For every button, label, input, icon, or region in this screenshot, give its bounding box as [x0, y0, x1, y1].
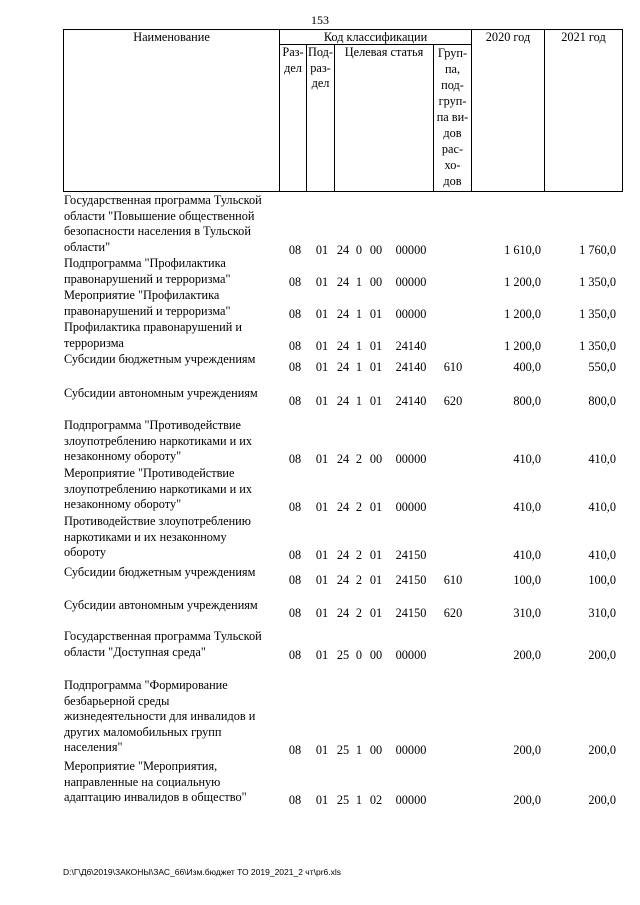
row-name — [64, 288, 276, 319]
cs-program: 24 — [336, 500, 350, 514]
razdel: 08 — [288, 793, 302, 807]
podrazdel: 01 — [315, 500, 329, 514]
header-border-year1 — [544, 29, 545, 192]
cs-subprogram: 1 — [355, 743, 363, 757]
header-group-line: па, — [444, 62, 461, 76]
row-name — [64, 256, 276, 287]
cs-program: 24 — [336, 360, 350, 374]
row-name-line: Мероприятие "Мероприятия, — [64, 759, 218, 773]
cs-event: 01 — [369, 338, 383, 353]
header-border-left — [63, 29, 64, 192]
value-2021: 1 350,0 — [579, 306, 616, 321]
cs-program: 25 — [336, 793, 350, 807]
row-name-line: населения" — [64, 740, 123, 754]
razdel: 08 — [288, 394, 302, 408]
cs-direction: 00000 — [395, 306, 427, 321]
cs-subprogram: 0 — [355, 647, 363, 662]
cs-event: 02 — [369, 793, 383, 807]
row-name-line: Противодействие злоупотреблению — [64, 514, 251, 528]
value-2020: 1 200,0 — [504, 306, 541, 321]
value-2021: 200,0 — [588, 793, 616, 807]
row-name-line: адаптацию инвалидов в общество" — [64, 790, 247, 804]
header-group-line: рас- — [441, 142, 464, 156]
cs-direction: 00000 — [395, 274, 427, 289]
row-name-line: незаконному обороту" — [64, 449, 182, 463]
row-name — [64, 352, 276, 368]
row-name — [64, 565, 276, 581]
value-2020: 800,0 — [513, 394, 541, 408]
value-2021: 100,0 — [588, 573, 616, 587]
row-name — [64, 320, 276, 351]
cs-event: 01 — [369, 606, 383, 620]
value-2021: 1 350,0 — [579, 274, 616, 289]
row-name-line: терроризма — [64, 335, 124, 350]
podrazdel: 01 — [315, 338, 329, 353]
podrazdel: 01 — [315, 573, 329, 587]
podrazdel: 01 — [315, 452, 329, 466]
cs-program: 24 — [336, 452, 350, 466]
cs-subprogram: 1 — [355, 306, 363, 321]
cs-subprogram: 1 — [355, 394, 363, 408]
row-name — [64, 386, 276, 402]
row-name-line: Субсидии бюджетным учреждениям — [64, 565, 256, 579]
header-subsection — [307, 45, 334, 92]
expense-group: 620 — [443, 394, 463, 408]
cs-direction: 24140 — [395, 360, 427, 374]
podrazdel: 01 — [315, 606, 329, 620]
row-name-line: правонарушений и терроризма" — [64, 271, 231, 286]
cs-program: 24 — [336, 606, 350, 620]
value-2021: 410,0 — [588, 548, 616, 562]
cs-program: 25 — [336, 647, 350, 662]
value-2021: 1 350,0 — [579, 338, 616, 353]
header-group-line: под- — [441, 78, 464, 92]
value-2020: 200,0 — [513, 743, 541, 757]
podrazdel: 01 — [315, 647, 329, 662]
row-name-line: Подпрограмма "Формирование — [64, 678, 228, 692]
row-name — [64, 759, 276, 806]
row-name-line: Государственная программа Тульской — [64, 193, 262, 207]
cs-program: 24 — [336, 573, 350, 587]
value-2021: 1 760,0 — [579, 242, 616, 257]
row-name-line: других маломобильных групп — [64, 724, 222, 739]
razdel: 08 — [288, 242, 302, 257]
value-2021: 310,0 — [588, 606, 616, 620]
value-2020: 100,0 — [513, 573, 541, 587]
cs-direction: 00000 — [395, 647, 427, 662]
value-2021: 410,0 — [588, 500, 616, 514]
razdel: 08 — [288, 306, 302, 321]
row-name-line: Подпрограмма "Профилактика — [64, 256, 226, 270]
value-2020: 1 200,0 — [504, 274, 541, 289]
row-name — [64, 514, 276, 561]
value-2021: 410,0 — [588, 452, 616, 466]
header-group-line: Груп- — [437, 46, 468, 60]
page-number: 153 — [311, 13, 329, 27]
cs-subprogram: 2 — [355, 500, 363, 514]
cs-direction: 00000 — [395, 793, 427, 807]
razdel: 08 — [288, 573, 302, 587]
cs-program: 25 — [336, 743, 350, 757]
row-name-line: безопасности населения в Тульской — [64, 224, 251, 238]
row-name-line: Субсидии автономным учреждениям — [64, 386, 258, 400]
cs-event: 01 — [369, 394, 383, 408]
header-border-right — [622, 29, 623, 192]
cs-program: 24 — [336, 274, 350, 289]
row-name-line: правонарушений и терроризма" — [64, 303, 231, 318]
row-name-line: Государственная программа Тульской — [64, 629, 262, 643]
cs-program: 24 — [336, 548, 350, 562]
cs-direction: 24140 — [395, 338, 427, 353]
razdel: 08 — [288, 338, 302, 353]
cs-subprogram: 0 — [355, 242, 363, 257]
row-name-line: незаконному обороту" — [64, 497, 182, 511]
cs-direction: 00000 — [395, 242, 427, 257]
podrazdel: 01 — [315, 548, 329, 562]
cs-subprogram: 1 — [355, 274, 363, 289]
row-name — [64, 629, 276, 660]
value-2020: 410,0 — [513, 452, 541, 466]
cs-event: 00 — [369, 647, 383, 662]
podrazdel: 01 — [315, 306, 329, 321]
header-subsection-line: Под- — [307, 45, 334, 59]
expense-group: 620 — [443, 606, 463, 620]
value-2021: 200,0 — [588, 743, 616, 757]
podrazdel: 01 — [315, 274, 329, 289]
header-group-line: па ви- — [436, 110, 469, 124]
cs-event: 00 — [369, 452, 383, 466]
value-2020: 400,0 — [513, 360, 541, 374]
row-name-line: злоупотреблению наркотиками и их — [64, 481, 253, 496]
razdel: 08 — [288, 647, 302, 662]
cs-subprogram: 2 — [355, 452, 363, 466]
razdel: 08 — [288, 452, 302, 466]
row-name-line: Субсидии бюджетным учреждениям — [64, 352, 256, 366]
podrazdel: 01 — [315, 793, 329, 807]
cs-program: 24 — [336, 338, 350, 353]
row-name-line: Подпрограмма "Противодействие — [64, 418, 241, 432]
row-name-line: области "Доступная среда" — [64, 644, 206, 659]
file-path-footer: D:\Г\Д6\2019\ЗАКОНЫ\ЗАС_66\Изм.бюджет ТО 2019_2021_2 чт\pr6.xls — [63, 867, 342, 877]
row-name-line: Мероприятие "Профилактика — [64, 288, 220, 302]
value-2020: 1 610,0 — [504, 242, 541, 257]
header-section — [280, 45, 306, 76]
header-name: Наименование — [133, 30, 210, 44]
razdel: 08 — [288, 274, 302, 289]
cs-event: 01 — [369, 500, 383, 514]
value-2020: 1 200,0 — [504, 338, 541, 353]
value-2020: 410,0 — [513, 548, 541, 562]
cs-direction: 00000 — [395, 743, 427, 757]
cs-direction: 00000 — [395, 500, 427, 514]
row-name-line: Мероприятие "Противодействие — [64, 466, 235, 480]
cs-direction: 00000 — [395, 452, 427, 466]
row-name-line: жизнедеятельности для инвалидов и — [64, 709, 256, 723]
cs-subprogram: 2 — [355, 573, 363, 587]
header-subsection-line: раз- — [310, 60, 331, 75]
header-group-line: дов — [443, 126, 462, 140]
podrazdel: 01 — [315, 242, 329, 257]
header-target-article: Целевая статья — [344, 45, 424, 59]
cs-direction: 24150 — [395, 606, 427, 620]
cs-event: 01 — [369, 573, 383, 587]
header-group-line: дов — [443, 174, 462, 188]
header-year-2021: 2021 год — [561, 30, 606, 44]
cs-subprogram: 2 — [355, 606, 363, 620]
cs-direction: 24150 — [395, 573, 427, 587]
row-name — [64, 418, 276, 465]
row-name-line: Профилактика правонарушений и — [64, 320, 242, 334]
row-name-line: злоупотреблению наркотиками и их — [64, 433, 253, 448]
value-2020: 410,0 — [513, 500, 541, 514]
cs-subprogram: 2 — [355, 548, 363, 562]
row-name-line: направленные на социальную — [64, 774, 221, 789]
row-name-line: области "Повышение общественной — [64, 208, 255, 223]
row-name — [64, 466, 276, 513]
header-border-group — [471, 29, 472, 192]
expense-group: 610 — [443, 573, 463, 587]
cs-event: 00 — [369, 743, 383, 757]
row-name — [64, 598, 276, 614]
razdel: 08 — [288, 743, 302, 757]
header-subsection-line: дел — [311, 76, 330, 90]
value-2021: 800,0 — [588, 394, 616, 408]
header-border-subsection — [334, 44, 335, 192]
podrazdel: 01 — [315, 743, 329, 757]
header-group-line: груп- — [438, 94, 467, 108]
cs-direction: 24150 — [395, 548, 427, 562]
header-group — [434, 45, 471, 189]
cs-event: 01 — [369, 548, 383, 562]
cs-program: 24 — [336, 306, 350, 321]
cs-subprogram: 1 — [355, 360, 363, 374]
row-name-line: наркотиками и их незаконному — [64, 529, 227, 544]
cs-event: 01 — [369, 306, 383, 321]
razdel: 08 — [288, 606, 302, 620]
cs-direction: 24140 — [395, 394, 427, 408]
value-2020: 200,0 — [513, 793, 541, 807]
expense-group: 610 — [443, 360, 463, 374]
podrazdel: 01 — [315, 394, 329, 408]
row-name — [64, 193, 276, 255]
cs-event: 01 — [369, 360, 383, 374]
value-2020: 200,0 — [513, 647, 541, 662]
row-name — [64, 678, 276, 756]
razdel: 08 — [288, 500, 302, 514]
value-2021: 550,0 — [588, 360, 616, 374]
cs-event: 00 — [369, 274, 383, 289]
header-classification: Код классификации — [323, 30, 428, 44]
header-bottom-border — [63, 191, 623, 192]
cs-subprogram: 1 — [355, 338, 363, 353]
cs-program: 24 — [336, 242, 350, 257]
header-section-line: Раз- — [282, 45, 304, 59]
row-name-line: безбарьерной среды — [64, 693, 170, 708]
razdel: 08 — [288, 360, 302, 374]
row-name-line: обороту — [64, 545, 107, 559]
header-year-2020: 2020 год — [485, 30, 531, 44]
row-name-line: Субсидии автономным учреждениям — [64, 598, 258, 612]
value-2021: 200,0 — [588, 647, 616, 662]
razdel: 08 — [288, 548, 302, 562]
header-section-line: дел — [284, 60, 302, 75]
cs-event: 00 — [369, 242, 383, 257]
cs-subprogram: 1 — [355, 793, 363, 807]
row-name-line: области" — [64, 239, 111, 254]
podrazdel: 01 — [315, 360, 329, 374]
cs-program: 24 — [336, 394, 350, 408]
value-2020: 310,0 — [513, 606, 541, 620]
header-group-line: хо- — [444, 158, 461, 172]
